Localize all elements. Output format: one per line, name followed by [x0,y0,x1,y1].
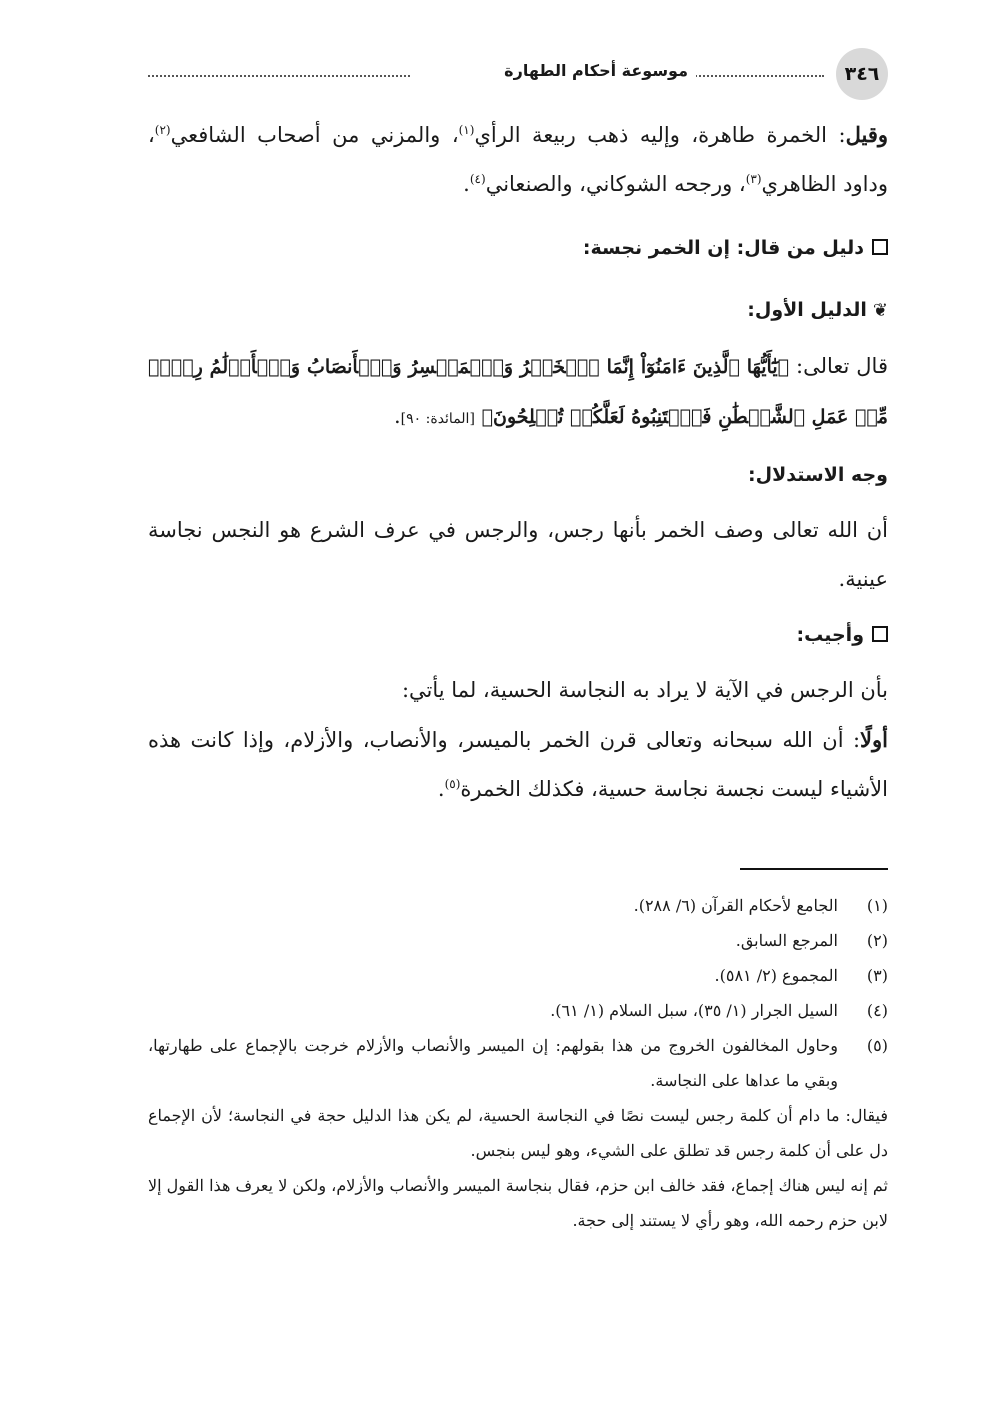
page-header [148,48,888,98]
footnote-text: المجموع (٢/ ٥٨١). [714,966,838,985]
heading-inference-text: وجه الاستدلال: [748,464,888,486]
footnote-item [148,993,888,1028]
section-heading-evidence [148,217,888,279]
checkbox-square-icon [872,239,888,255]
paragraph-response: بأن الرجس في الآية لا يراد به النجاسة الحسية، لما يأتي: [401,678,888,702]
running-title: موسوعة أحكام الطهارة [496,61,696,80]
leaf-ornament-icon: ❦ [872,300,888,321]
p1-text-c: ، وداود الظاهري [148,123,888,196]
footnote-ref-4[interactable]: (٤) [469,172,486,186]
footnote-number: (٣) [866,966,888,985]
footnote-number: (٥) [866,1036,888,1055]
main-text [148,110,888,814]
footnote-text: السيل الجرار (١/ ٣٥)، سبل السلام (١/ ٦١). [550,1001,838,1020]
quran-verse: ﴿يَٰٓأَيُّهَا ٱلَّذِينَ ءَامَنُوٓاْ إِنَّمَا ٱلۡخَمۡرُ وَٱلۡمَيۡسِرُ وَٱلۡأَنصَابُ وَٱلۡأَزۡلَٰمُ رِجۡسٞ مِّنۡ عَمَلِ ٱلشَّيۡطَٰنِ فَٱجۡتَنِبُوهُ لَعَلَّكُمۡ تُفۡلِحُونَ﴾ [148,356,888,428]
footnote-text: المرجع السابق. [735,931,838,950]
footnote-text: الجامع لأحكام القرآن (٦/ ٢٨٨). [633,896,838,915]
footnote-text: وحاول المخالفون الخروج من هذا بقولهم: إن الميسر والأنصاب والأزلام خرجت بالإجماع على طهارتها، وبقي ما عداها على النجاسة. [148,1036,838,1090]
paragraph-opinion [148,110,888,209]
footnote-item [148,1028,888,1098]
paragraph-first-point [148,715,888,814]
first-point-lead: أولًا [860,727,888,752]
footnote-item [148,888,888,923]
heading-first-evidence-text: الدليل الأول: [747,299,867,321]
section-heading-first-evidence [148,279,888,342]
first-point-end: . [437,777,445,801]
footnote-ref-2[interactable]: (٢) [154,123,171,137]
checkbox-square-icon [872,626,888,642]
verse-reference: [المائدة: ٩٠] [400,411,475,427]
footnote-number: (٤) [866,1001,888,1020]
p1-text-d: ، ورجحه الشوكاني، والصنعاني [485,172,746,196]
paragraph-inference: أن الله تعالى وصف الخمر بأنها رجس، والرجس في عرف الشرع هو النجس نجاسة عينية. [148,518,888,591]
heading-response-text: وأجيب: [796,624,864,646]
footnote-ref-3[interactable]: (٣) [745,172,762,186]
footnote-number: (٢) [866,931,888,950]
heading-evidence-text: دليل من قال: إن الخمر نجسة: [582,237,864,259]
footnote-separator [740,868,888,870]
footnote-continuation: ثم إنه ليس هناك إجماع، فقد خالف ابن حزم، فقال بنجاسة الميسر والأنصاب والأزلام، ولكن لا يعرف هذا القول إلا لابن حزم رحمه الله، وهو رأي لا يستند إلى حجة. [148,1176,888,1230]
p1-text-e: . [463,172,470,196]
header-dots-right [692,75,824,77]
footnotes [148,888,888,1238]
opinion-lead: وقيل [845,122,888,147]
footnote-ref-5[interactable]: (٥) [444,777,461,791]
footnote-ref-1[interactable]: (١) [458,123,475,137]
footnote-item [148,923,888,958]
page-number: ٣٤٦ [836,48,888,100]
footnote-number: (١) [866,896,888,915]
verse-intro: قال تعالى: [789,354,888,378]
section-heading-response [148,604,888,666]
paragraph-verse [148,342,888,444]
header-dots-left [148,75,410,77]
p1-text-b: ، والمزني من أصحاب الشافعي [170,123,459,147]
footnote-item [148,958,888,993]
footnote-continuation: فيقال: ما دام أن كلمة رجس ليست نصًا في النجاسة الحسية، لم يكن هذا الدليل حجة في النجاسة؛ لأن الإجماع دل على أن كلمة رجس قد تطلق على الشيء، وهو ليس بنجس. [148,1106,888,1160]
verse-end: . [393,404,401,428]
p1-text-a: : الخمرة طاهرة، وإليه ذهب ربيعة الرأي [474,123,846,147]
first-point-text: : أن الله سبحانه وتعالى قرن الخمر بالميسر، والأنصاب، والأزلام، وإذا كانت هذه الأشياء ليست نجسة نجاسة حسية، فكذلك الخمرة [148,728,888,801]
section-heading-inference [148,444,888,506]
